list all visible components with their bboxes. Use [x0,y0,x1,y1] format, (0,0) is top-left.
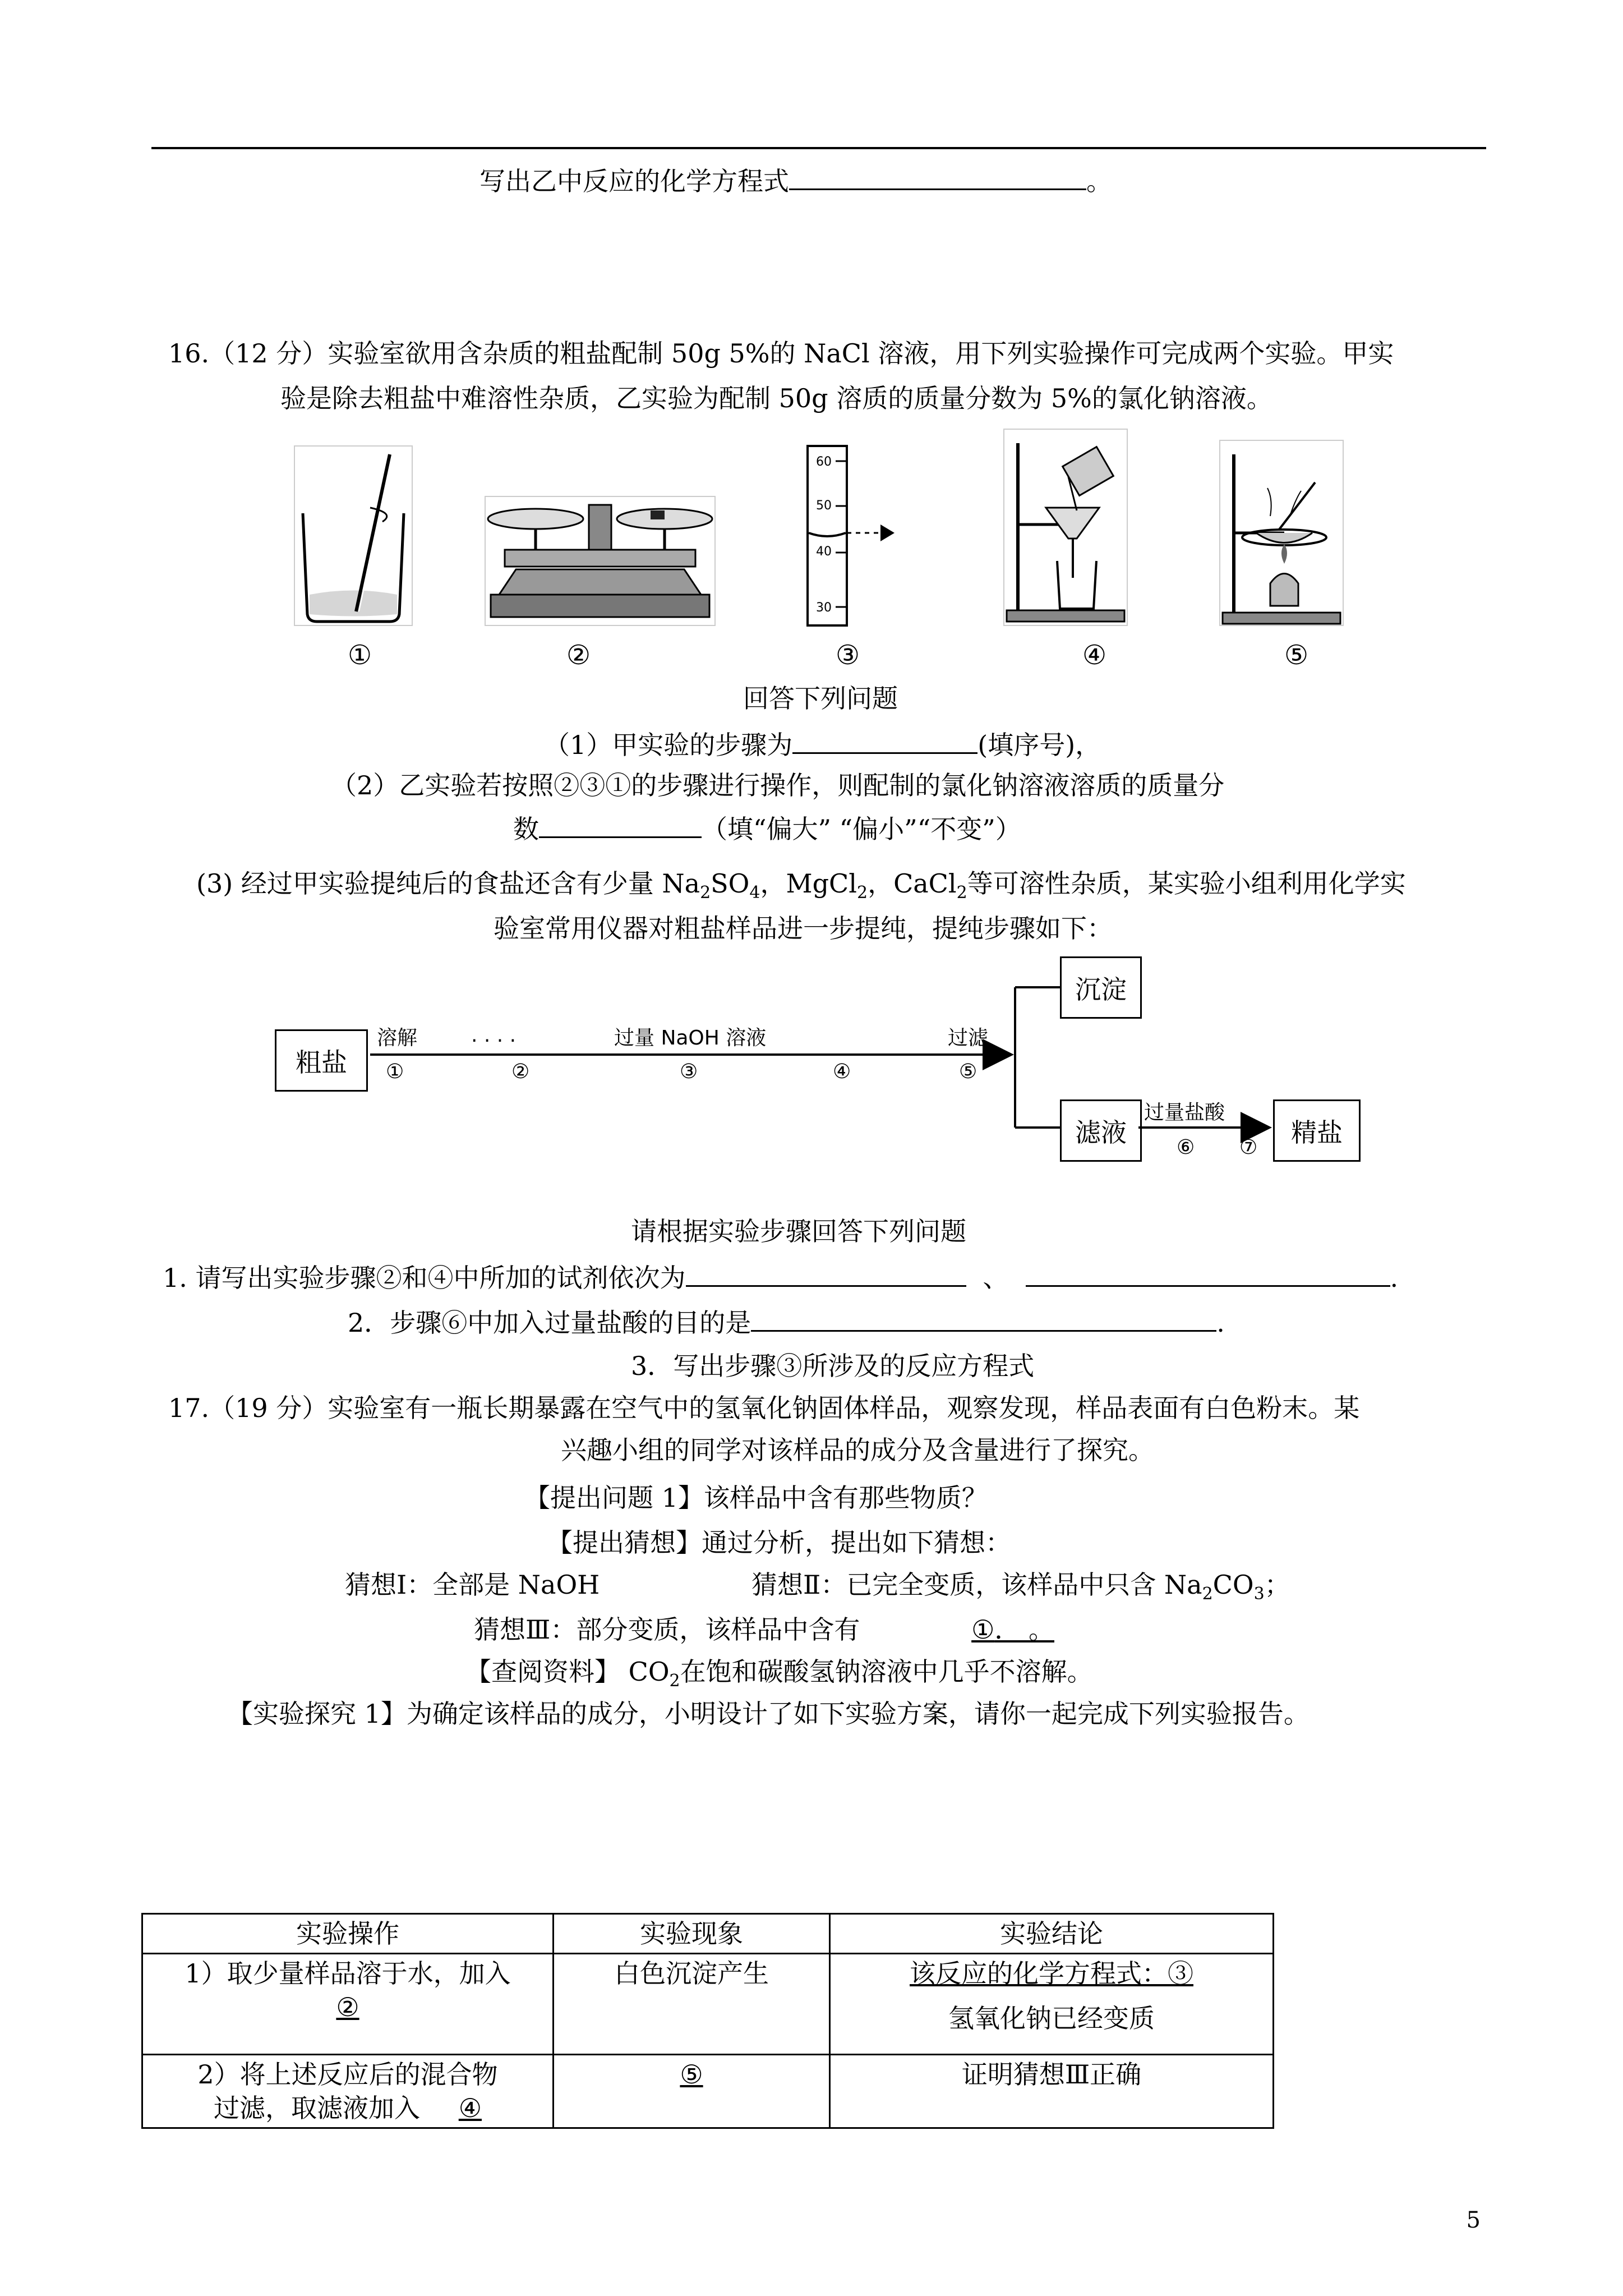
purification-flow-lines [275,965,1368,1184]
table-cell-operation: 1）取少量样品溶于水，加入 ② [142,1954,554,2055]
flow-box-precipitate: 沉淀 [1060,956,1142,1019]
table-cell-phenomenon: 白色沉淀产生 [554,1954,830,2055]
flow-label-dissolve: 溶解 [377,1027,418,1050]
equation-answer-3[interactable]: 该反应的化学方程式：③ [910,1958,1193,1989]
svg-text:30: 30 [816,601,832,615]
figure-label-4: ④ [1082,639,1107,671]
flow-label-hcl: 过量盐酸 [1144,1101,1225,1124]
answer-blank[interactable] [686,1259,966,1287]
answer-blank-2[interactable]: ② [336,1992,359,2022]
guess-3-answer-blank[interactable]: ① [971,1614,995,1645]
svg-text:40: 40 [816,545,832,559]
q16-part1: （1）甲实验的步骤为 (填序号)， [544,726,1101,762]
q16-sub-q2: 2．步骤⑥中加入过量盐酸的目的是 . [348,1304,1225,1340]
figure-label-1: ① [348,639,372,671]
evaporation-figure [1217,438,1346,628]
flow-step-3: ③ [680,1060,698,1083]
flow-step-7: ⑦ [1239,1136,1258,1159]
flow-dots: . . . . [471,1024,517,1047]
experiment-report-table [141,1913,1274,2129]
svg-text:60: 60 [816,455,832,469]
flow-box-filtrate: 滤液 [1060,1099,1142,1162]
table-row [142,2055,1274,2128]
svg-text:50: 50 [816,499,832,513]
q17-guess-3: 猜想Ⅲ：部分变质，该样品中含有 ①． 。 [474,1613,1054,1646]
flow-box-refined-salt: 精盐 [1273,1099,1361,1162]
measuring-cylinder-figure [791,443,903,628]
q17-intro-line2: 兴趣小组的同学对该样品的成分及含量进行了探究。 [561,1435,1154,1465]
answer-blank[interactable] [751,1304,1216,1332]
answer-heading: 回答下列问题 [743,683,898,714]
figure-label-3: ③ [836,639,860,671]
table-header-row [142,1914,1274,1954]
table-cell-conclusion: 该反应的化学方程式：③ 氢氧化钠已经变质 [830,1954,1274,2055]
q17-explore: 【实验探究 1】为确定该样品的成分，小明设计了如下实验方案，请你一起完成下列实验报告。 [227,1699,1310,1729]
figure-label-2: ② [566,639,591,671]
answer-blank[interactable] [792,726,978,754]
after-heading: 请根据实验步骤回答下列问题 [631,1216,966,1246]
table-cell-operation: 2）将上述反应后的混合物 过滤，取滤液加入 ④ [142,2055,554,2128]
q17-problem: 【提出问题 1】该样品中含有那些物质？ [524,1483,988,1513]
q16-intro-line2: 验是除去粗盐中难溶性杂质，乙实验为配制 50g 溶质的质量分数为 5%的氯化钠溶液。 [280,383,1272,413]
q17-guess-1: 猜想Ⅰ：全部是 NaOH [345,1570,600,1600]
q16-intro-line1: 16.（12 分）实验室欲用含杂质的粗盐配制 50g 5%的 NaCl 溶液，用下列实验操作可完成两个实验。甲实 [168,338,1394,369]
table-cell-phenomenon [554,2055,830,2128]
filtration-figure [1001,426,1130,628]
q16-sub-q3: 3．写出步骤③所涉及的反应方程式 [631,1351,1035,1381]
q16-part3-line2: 验室常用仪器对粗盐样品进一步提纯，提纯步骤如下： [494,913,1113,944]
q17-hypothesis: 【提出猜想】通过分析，提出如下猜想： [547,1527,1011,1558]
flow-step-1: ① [386,1060,404,1083]
q16-part3-line1: (3) 经过甲实验提纯后的食盐还含有少量 $Na_2SO_4$，MgCl$_2$，CaCl$_2$等可溶性杂质，某实验小组利用化学实 [196,868,1406,903]
flow-step-2: ② [511,1060,530,1083]
flow-step-6: ⑥ [1177,1136,1195,1159]
q17-consult: 【查阅资料】 $CO_2$在饱和碳酸氢钠溶液中几乎不溶解。 [465,1657,1093,1691]
balance-scale-figure [482,494,718,628]
flow-step-5: ⑤ [959,1060,978,1083]
flow-label-filter: 过滤 [948,1027,989,1050]
table-header: 实验结论 [830,1914,1274,1954]
table-header: 实验操作 [142,1914,554,1954]
answer-blank-5[interactable]: ⑤ [680,2059,703,2090]
q16-part2-line2: 数 （填“偏大” “偏小”“不变”） [513,811,1021,846]
page-number: 5 [1466,2207,1481,2233]
answer-blank[interactable] [539,811,702,838]
q17-guess-2: 猜想Ⅱ：已完全变质，该样品中只含 $Na_2CO_3$； [751,1570,1290,1604]
answer-blank[interactable] [789,163,1086,190]
answer-blank[interactable] [1026,1259,1390,1287]
table-header: 实验现象 [554,1914,830,1954]
q17-intro-line1: 17.（19 分）实验室有一瓶长期暴露在空气中的氢氧化钠固体样品，观察发现，样品表面有白色粉末。某 [168,1393,1360,1423]
q15-equation-prompt: 写出乙中反应的化学方程式 。 [479,163,1112,198]
answer-blank-4[interactable]: ④ [458,2093,482,2123]
flow-step-4: ④ [833,1060,851,1083]
q16-part2-line1: （2）乙实验若按照②③①的步骤进行操作，则配制的氯化钠溶液溶质的质量分 [331,770,1225,800]
flow-label-naoh: 过量 NaOH 溶液 [614,1027,767,1050]
table-cell-conclusion: 证明猜想Ⅲ正确 [830,2055,1274,2128]
figure-label-5: ⑤ [1284,639,1309,671]
header-rule [151,147,1486,149]
q16-sub-q1: 1. 请写出实验步骤②和④中所加的试剂依次为 、 . [163,1259,1398,1295]
flow-box-crude-salt: 粗盐 [275,1029,368,1092]
table-row [142,1954,1274,2055]
beaker-stirring-figure [292,443,415,628]
